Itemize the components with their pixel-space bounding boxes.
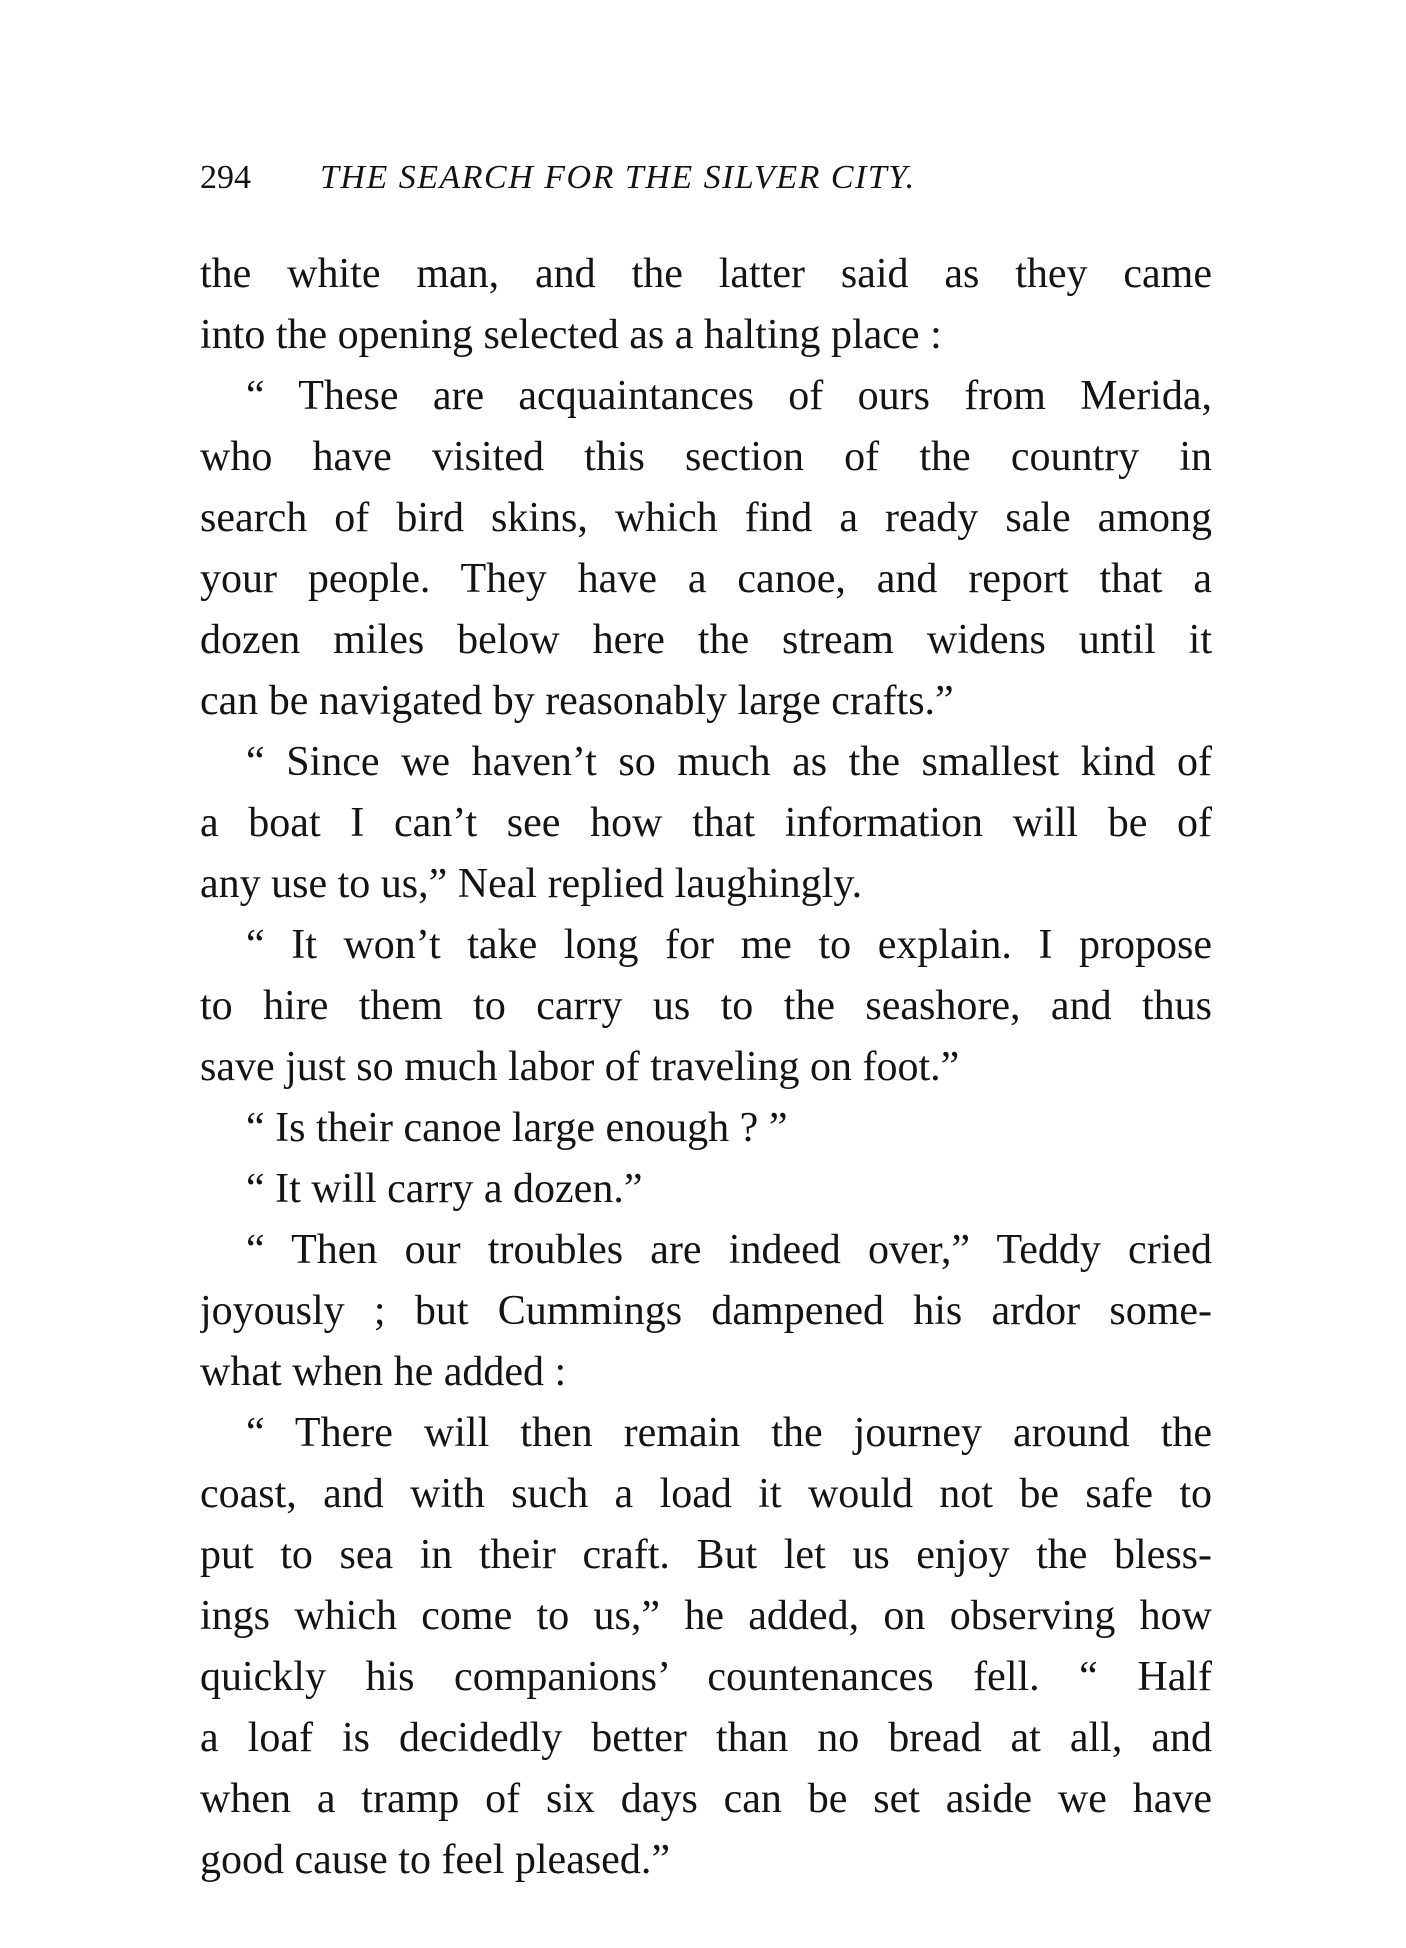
text-line: search of bird skins, which find a ready sale among	[200, 495, 1212, 541]
text-line: ings which come to us,” he added, on observing how	[200, 1593, 1212, 1639]
text-line: the white man, and the latter said as they came	[200, 251, 1212, 297]
page-number: 294	[200, 159, 251, 196]
paragraph	[200, 366, 1212, 732]
text-line: dozen miles below here the stream widens until it	[200, 617, 1212, 663]
text-line: “ It won’t take long for me to explain. I propose	[246, 922, 1212, 968]
text-line: “ These are acquaintances of ours from Merida,	[246, 373, 1212, 419]
text-line: a boat I can’t see how that information will be of	[200, 800, 1212, 846]
text-line: “ Since we haven’t so much as the smallest kind of	[246, 739, 1212, 785]
text-line: who have visited this section of the country in	[200, 434, 1212, 480]
text-line: save just so much labor of traveling on foot.”	[200, 1044, 960, 1090]
text-line: coast, and with such a load it would not be safe to	[200, 1471, 1212, 1517]
paragraph	[200, 915, 1212, 1098]
body-text	[200, 244, 1212, 1891]
text-line: “ There will then remain the journey around the	[246, 1410, 1212, 1456]
paragraph	[200, 244, 1212, 366]
text-line: good cause to feel pleased.”	[200, 1837, 670, 1883]
text-line: “ Is their canoe large enough ? ”	[246, 1105, 788, 1151]
paragraph	[200, 732, 1212, 915]
paragraph	[200, 1098, 1212, 1159]
text-line: into the opening selected as a halting place :	[200, 312, 942, 358]
text-line: when a tramp of six days can be set aside we have	[200, 1776, 1212, 1822]
paragraph	[200, 1220, 1212, 1403]
running-title: THE SEARCH FOR THE SILVER CITY.	[320, 159, 916, 196]
text-line: to hire them to carry us to the seashore, and thus	[200, 983, 1212, 1029]
text-line: a loaf is decidedly better than no bread at all, and	[200, 1715, 1212, 1761]
paragraph	[200, 1403, 1212, 1891]
running-header	[200, 158, 1210, 198]
text-line: “ It will carry a dozen.”	[246, 1166, 643, 1212]
text-line: put to sea in their craft. But let us enjoy the bless-	[200, 1532, 1212, 1578]
paragraph	[200, 1159, 1212, 1220]
text-line: what when he added :	[200, 1349, 567, 1395]
text-line: quickly his companions’ countenances fell. “ Half	[200, 1654, 1212, 1700]
text-line: joyously ; but Cummings dampened his ardor some-	[200, 1288, 1212, 1334]
text-line: can be navigated by reasonably large crafts.”	[200, 678, 954, 724]
text-line: “ Then our troubles are indeed over,” Teddy cried	[246, 1227, 1212, 1273]
text-line: your people. They have a canoe, and report that a	[200, 556, 1212, 602]
text-line: any use to us,” Neal replied laughingly.	[200, 861, 863, 907]
